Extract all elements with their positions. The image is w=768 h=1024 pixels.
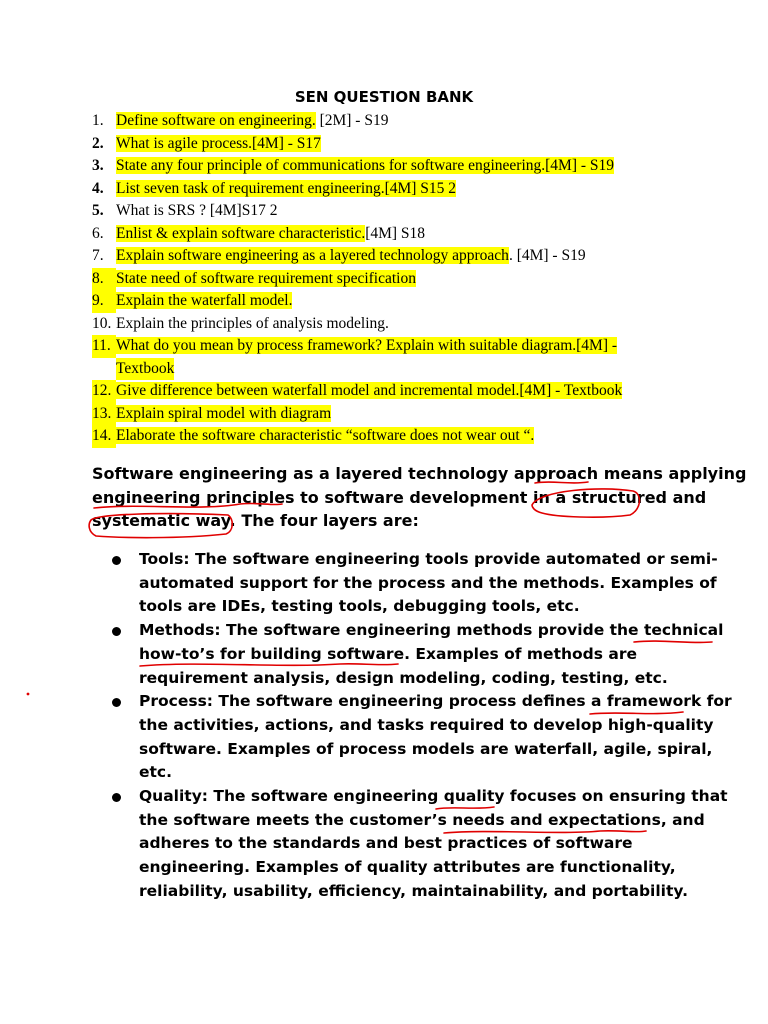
question-item — [92, 425, 732, 448]
bullet-line: engineering. Examples of quality attributes are functionality, — [139, 858, 676, 877]
bullet-line: Quality: The software engineering quality focuses on ensuring that — [139, 787, 728, 806]
question-highlight: List seven task of requirement engineering.[4M] S15 2 — [116, 179, 457, 197]
bullet-line: Tools: The software engineering tools provide automated or semi- — [139, 550, 718, 568]
question-number: 5. — [92, 202, 104, 219]
question-highlight: Give difference between waterfall model and incremental model.[4M] - Textbook — [116, 382, 623, 399]
bullet-line: Process: The software engineering process defines a framework for — [139, 692, 732, 711]
bullet-icon — [112, 556, 121, 565]
question-number: 1. — [92, 112, 104, 129]
bullet-line: how-to’s for building software. Examples of methods are — [139, 644, 637, 663]
layer-item-process — [112, 690, 732, 785]
question-highlight: Define software on engineering. — [116, 112, 316, 129]
layer-item-tools — [112, 548, 732, 619]
question-text: [4M] S18 — [365, 224, 426, 242]
question-item — [92, 268, 732, 291]
bullet-line: reliability, usability, efficiency, maintainability, and portability. — [139, 881, 688, 900]
bullet-line: the software meets the customer’s needs and expectations, and — [139, 810, 705, 829]
question-number: 10. — [92, 314, 112, 332]
question-highlight: State any four principle of communications for software engineering.[4M] - S19 — [116, 157, 615, 174]
question-text: Explain the principles of analysis modeling. — [116, 314, 389, 332]
bullet-line: software. Examples of process models are waterfall, agile, spiral, — [139, 739, 713, 758]
question-highlight: What is agile process.[4M] - S17 — [116, 134, 321, 152]
question-item — [92, 110, 732, 133]
question-number: 13. — [92, 403, 116, 426]
stray-red-dot — [27, 693, 30, 696]
question-number: 4. — [92, 179, 104, 197]
layer-item-quality — [112, 785, 732, 904]
paragraph-line: systematic way. The four layers are: — [92, 511, 419, 530]
question-item — [92, 313, 732, 336]
bullet-line: automated support for the process and the methods. Examples of — [139, 573, 717, 592]
page-title: SEN QUESTION BANK — [294, 88, 474, 106]
layer-list — [112, 548, 732, 904]
bullet-line: Methods: The software engineering methods provide the technical — [139, 621, 724, 640]
paragraph-line: engineering principles to software development in a structured and — [92, 487, 707, 507]
paragraph-line: Software engineering as a layered technology approach means applying — [92, 464, 747, 483]
bullet-line: the activities, actions, and tasks required to develop high-quality — [139, 715, 714, 734]
question-item — [92, 335, 732, 358]
question-continuation — [92, 358, 732, 381]
bullet-line: adheres to the standards and best practices of software — [139, 834, 633, 853]
question-text: [2M] - S19 — [315, 112, 389, 129]
question-item — [92, 178, 732, 201]
question-item — [92, 245, 732, 268]
bullet-icon — [112, 698, 121, 707]
question-text: What is SRS ? [4M]S17 2 — [116, 202, 278, 219]
question-number: 2. — [92, 134, 104, 152]
question-item — [92, 200, 732, 223]
question-text: . [4M] - S19 — [508, 247, 586, 264]
bullet-line: requirement analysis, design modeling, coding, testing, etc. — [139, 668, 668, 687]
question-highlight: Enlist & explain software characteristic. — [116, 224, 366, 242]
question-item — [92, 290, 732, 313]
question-item — [92, 133, 732, 156]
question-number: 7. — [92, 247, 104, 264]
question-number: 6. — [92, 224, 104, 242]
question-list — [92, 110, 732, 448]
question-highlight: Explain spiral model with diagram — [116, 404, 332, 422]
question-item — [92, 155, 732, 178]
question-number: 9. — [92, 290, 116, 313]
question-number: 12. — [92, 380, 116, 403]
bullet-line: etc. — [139, 763, 172, 782]
question-number: 3. — [92, 157, 104, 174]
question-item — [92, 380, 732, 403]
bullet-icon — [112, 627, 121, 636]
question-highlight: Explain software engineering as a layered technology approach — [116, 247, 509, 264]
question-highlight: Explain the waterfall model. — [116, 292, 293, 309]
question-highlight: Textbook — [116, 358, 174, 381]
question-item — [92, 223, 732, 246]
question-highlight: State need of software requirement specification — [116, 269, 416, 287]
question-highlight: Elaborate the software characteristic “software does not wear out “. — [116, 427, 535, 444]
question-number: 11. — [92, 335, 116, 358]
layer-item-methods — [112, 619, 732, 690]
question-number: 14. — [92, 425, 116, 448]
question-number: 8. — [92, 268, 116, 291]
intro-paragraph — [92, 462, 747, 533]
question-item — [92, 403, 732, 426]
bullet-icon — [112, 793, 121, 802]
bullet-line: tools are IDEs, testing tools, debugging tools, etc. — [139, 597, 580, 616]
question-highlight: What do you mean by process framework? Explain with suitable diagram.[4M] - — [116, 337, 618, 354]
